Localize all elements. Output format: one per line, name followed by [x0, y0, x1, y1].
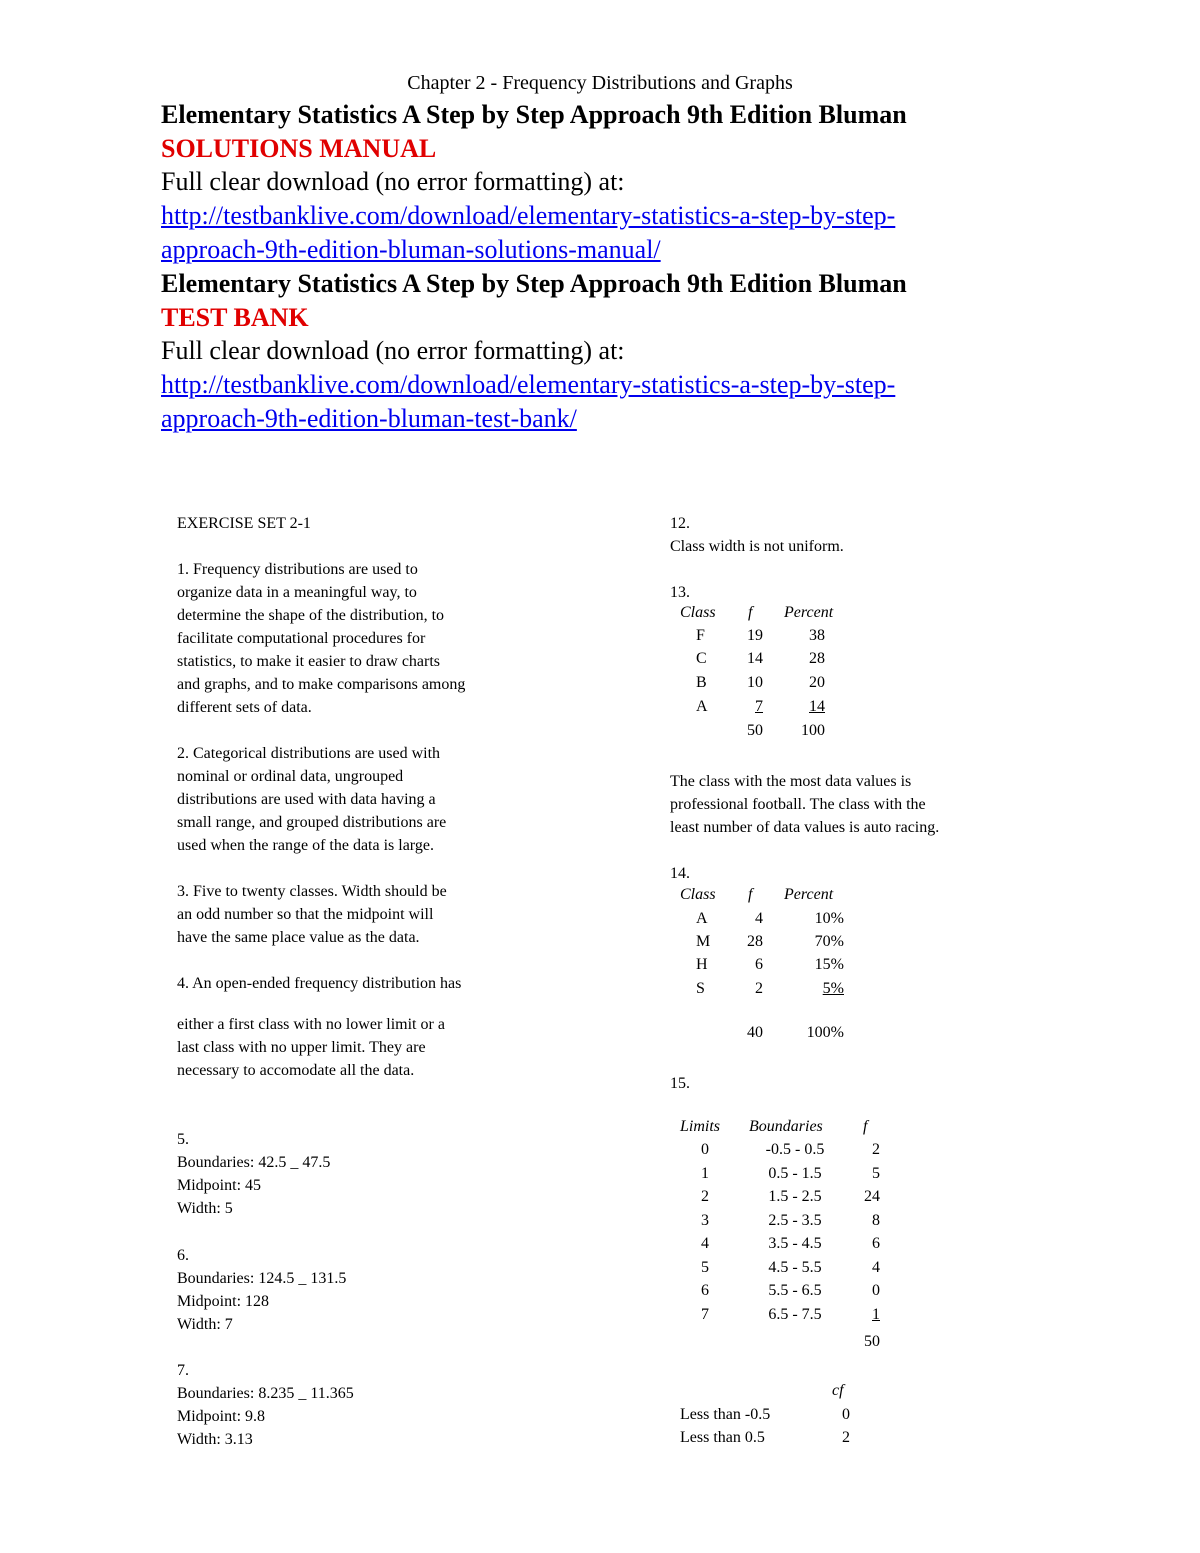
table-row: 0.5 - 1.5: [768, 1164, 822, 1182]
testbank-link-line2[interactable]: approach-9th-edition-bluman-test-bank/: [161, 404, 577, 433]
table-row: 0: [842, 1406, 850, 1423]
table-15-header-limits: Limits: [680, 1118, 721, 1135]
table-row: F: [696, 627, 705, 644]
table-row: 6: [872, 1235, 880, 1252]
answer-12: 12. Class width is not uniform.: [670, 515, 844, 555]
table-14-header-f: f: [748, 886, 753, 903]
download-note-1: Full clear download (no error formatting) at:: [161, 167, 625, 196]
exercise-set-title: EXERCISE SET 2-1: [177, 515, 311, 532]
answer-13-text: The class with the most data values is professional football. The class with the least number of data values is auto racing.: [670, 773, 940, 836]
table-row: 2: [842, 1429, 850, 1446]
table-row: 19: [747, 627, 763, 644]
table-row: A: [696, 698, 708, 715]
table-row: 6: [755, 956, 763, 973]
table-13-total-f: 50: [747, 722, 763, 739]
table-13-total-percent: 100: [801, 722, 825, 739]
table-row: 1: [701, 1164, 709, 1182]
table-15-header-boundaries: Boundaries: [749, 1118, 823, 1135]
table-row: 3.5 - 4.5: [768, 1235, 822, 1252]
table-row: S: [696, 980, 705, 997]
answer-14-label: 14.: [670, 865, 690, 882]
table-row: 6: [701, 1282, 709, 1299]
download-note-2: Full clear download (no error formatting) at:: [161, 336, 625, 365]
answer-2: 2. Categorical distributions are used with nominal or ordinal data, ungrouped distributions are used with data having a small range, and grouped distributions are used when the range of the data is large.: [177, 745, 447, 854]
answer-6: 6. Boundaries: 124.5 _ 131.5 Midpoint: 128 Width: 7: [177, 1247, 347, 1333]
answer-7: 7. Boundaries: 8.235 _ 11.365 Midpoint: 9.8 Width: 3.13: [177, 1362, 354, 1448]
table-row: H: [696, 956, 708, 973]
table-row: 70%: [814, 933, 844, 950]
table-row: 0: [701, 1141, 709, 1158]
solutions-manual-label: SOLUTIONS MANUAL: [161, 134, 437, 163]
table-row: 15%: [814, 956, 844, 973]
table-15-header-f: f: [863, 1118, 868, 1135]
table-row: 0: [872, 1282, 880, 1299]
solutions-link-line2[interactable]: approach-9th-edition-bluman-solutions-manual/: [161, 235, 661, 264]
answer-15-label: 15.: [670, 1075, 690, 1092]
table-row: 5.5 - 6.5: [768, 1282, 822, 1299]
table-14-total-percent: 100%: [806, 1024, 844, 1041]
table-13-header-f: f: [748, 604, 753, 621]
table-row: 2: [701, 1188, 709, 1205]
table-row: 4: [872, 1258, 880, 1276]
table-row: 20: [809, 674, 825, 691]
chapter-title: Chapter 2 - Frequency Distributions and Graphs: [407, 72, 793, 94]
table-row: 2: [872, 1141, 880, 1158]
table-row: 8: [872, 1211, 880, 1229]
table-row: 5: [872, 1164, 880, 1182]
table-row: 2: [755, 980, 763, 997]
solutions-link-line1[interactable]: http://testbanklive.com/download/elementary-statistics-a-step-by-step-: [161, 201, 896, 230]
table-row: 4: [755, 910, 763, 927]
table-row: B: [696, 674, 707, 691]
table-row: 6.5 - 7.5: [768, 1305, 822, 1323]
table-row: 7: [701, 1305, 709, 1323]
table-14-total-f: 40: [747, 1024, 763, 1041]
table-row: 1.5 - 2.5: [768, 1188, 822, 1205]
table-row: 14: [809, 698, 825, 715]
table-row: 10: [747, 674, 763, 691]
book-title-testbank: Elementary Statistics A Step by Step Approach 9th Edition Bluman: [161, 269, 907, 298]
table-row: C: [696, 650, 707, 667]
table-row: 5: [701, 1258, 709, 1276]
book-title-solutions: Elementary Statistics A Step by Step Approach 9th Edition Bluman: [161, 100, 907, 129]
table-13-header-class: Class: [680, 604, 716, 621]
table-15-total: 50: [864, 1333, 880, 1350]
table-row: 2.5 - 3.5: [768, 1211, 822, 1229]
answer-5: 5. Boundaries: 42.5 _ 47.5 Midpoint: 45 Width: 5: [177, 1131, 331, 1217]
table-row: 38: [809, 627, 825, 644]
answer-3: 3. Five to twenty classes. Width should be an odd number so that the midpoint will have the same place value as the data.: [177, 883, 447, 946]
table-row: A: [696, 910, 708, 927]
table-row: 4: [701, 1235, 709, 1252]
table-14-header-percent: Percent: [784, 886, 834, 903]
table-row: 28: [747, 933, 763, 950]
table-row: Less than 0.5: [680, 1429, 765, 1446]
table-row: 7: [755, 698, 763, 715]
table-row: -0.5 - 0.5: [765, 1141, 825, 1158]
table-row: 4.5 - 5.5: [768, 1258, 822, 1276]
table-row: 1: [872, 1305, 880, 1323]
table-row: 28: [809, 650, 825, 667]
testbank-link-line1[interactable]: http://testbanklive.com/download/elementary-statistics-a-step-by-step-: [161, 370, 896, 399]
table-row: M: [696, 933, 711, 950]
table-row: 3: [701, 1211, 709, 1229]
table-row: Less than -0.5: [680, 1406, 771, 1423]
answer-4b: either a first class with no lower limit or a last class with no upper limit. They are necessary to accomodate all the data.: [177, 1016, 445, 1079]
answer-4a: 4. An open-ended frequency distribution has: [177, 975, 462, 992]
table-row: 5%: [822, 980, 844, 997]
table-row: 24: [864, 1188, 880, 1205]
cf-header: cf: [832, 1382, 844, 1399]
table-row: 10%: [814, 910, 844, 927]
table-13-header-percent: Percent: [784, 604, 834, 621]
table-row: 14: [747, 650, 763, 667]
test-bank-label: TEST BANK: [161, 303, 309, 332]
answer-1: 1. Frequency distributions are used to organize data in a meaningful way, to determine the shape of the distribution, to facilitate computational procedures for statistics, to make it easier to draw charts and graphs, and to make comparisons among different sets of data.: [177, 561, 466, 716]
table-14-header-class: Class: [680, 886, 716, 903]
answer-13-label: 13.: [670, 584, 690, 601]
